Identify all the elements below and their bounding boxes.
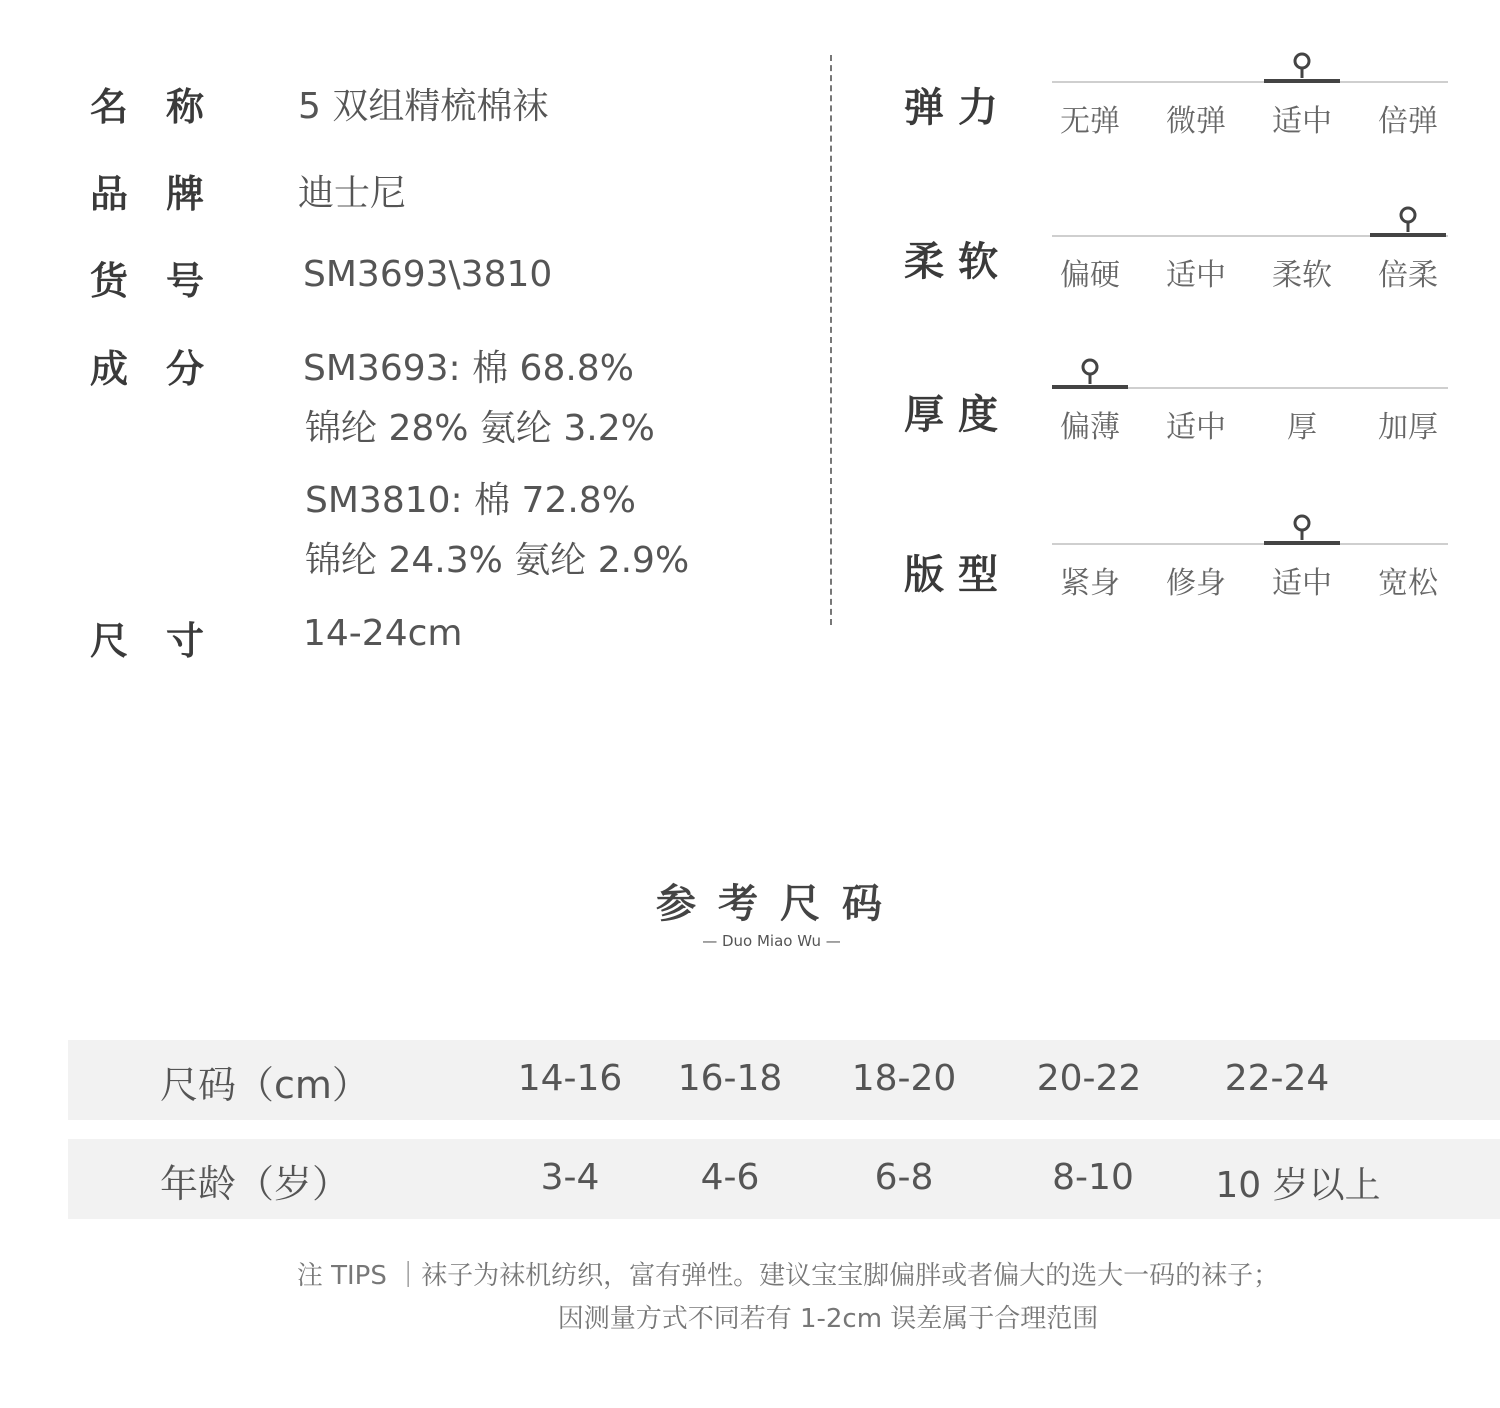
size-value: 14-24cm (303, 613, 463, 654)
scale-option: 加厚 (1378, 410, 1438, 445)
row-header: 年龄（岁） (160, 1162, 351, 1206)
scale-option: 倍弹 (1378, 104, 1438, 139)
size-chart-title: 参考尺码 (656, 881, 904, 927)
scale-option: 适中 (1166, 410, 1226, 445)
scale-line (1052, 543, 1448, 545)
scale-option: 适中 (1166, 258, 1226, 293)
scale-option: 偏薄 (1060, 410, 1120, 445)
table-cell: 18-20 (851, 1058, 957, 1099)
scale-option: 宽松 (1378, 566, 1438, 601)
location-pin-icon (1292, 52, 1312, 80)
scale-line (1052, 81, 1448, 83)
composition-line: 锦纶 24.3% 氨纶 2.9% (305, 540, 690, 581)
brand-value: 迪士尼 (298, 173, 407, 214)
scale-option: 微弹 (1166, 104, 1226, 139)
size-chart-subtitle: — Duo Miao Wu — (702, 932, 841, 950)
composition-line: SM3810: 棉 72.8% (305, 480, 636, 521)
table-cell: 10 岁以上 (1215, 1165, 1381, 1206)
attribute-scale (1052, 56, 1448, 139)
attribute-scale (1052, 210, 1448, 293)
table-cell: 16-18 (677, 1058, 783, 1099)
scale-option: 修身 (1166, 566, 1226, 601)
scale-option: 适中 (1272, 104, 1332, 139)
attribute-label: 柔软 (904, 239, 1012, 285)
table-cell: 20-22 (1036, 1058, 1142, 1099)
scale-option: 适中 (1272, 566, 1332, 601)
tips-line: 注 TIPS ｜袜子为袜机纺织，富有弹性。建议宝宝脚偏胖或者偏大的选大一码的袜子； (296, 1261, 1280, 1291)
composition-line: SM3693: 棉 68.8% (303, 348, 634, 389)
scale-option: 紧身 (1060, 566, 1120, 601)
attribute-scale (1052, 518, 1448, 601)
row-header: 尺码（cm） (160, 1063, 370, 1107)
table-cell: 6-8 (874, 1157, 934, 1198)
attribute-scale (1052, 362, 1448, 445)
name-value: 5 双组精梳棉袜 (298, 86, 549, 127)
size-label: 尺 寸 (90, 619, 205, 663)
table-cell: 22-24 (1224, 1058, 1330, 1099)
age-row (68, 1139, 1500, 1219)
table-cell: 14-16 (517, 1058, 623, 1099)
brand-label: 品 牌 (90, 172, 205, 216)
location-pin-icon (1292, 514, 1312, 542)
vertical-divider (830, 55, 832, 625)
table-cell: 4-6 (700, 1157, 760, 1198)
attribute-label: 厚度 (904, 392, 1012, 438)
name-label: 名 称 (90, 85, 205, 129)
attribute-label: 版型 (904, 552, 1012, 598)
tips-line: 因测量方式不同若有 1-2cm 误差属于合理范围 (557, 1304, 1099, 1334)
composition-label: 成 分 (90, 347, 205, 391)
scale-option: 倍柔 (1378, 258, 1438, 293)
scale-option: 无弹 (1060, 104, 1120, 139)
attribute-label: 弹力 (904, 85, 1012, 131)
location-pin-icon (1080, 358, 1100, 386)
table-cell: 8-10 (1052, 1157, 1134, 1198)
table-cell: 3-4 (540, 1157, 600, 1198)
scale-option: 厚 (1287, 410, 1317, 445)
sku-label: 货 号 (90, 259, 205, 303)
scale-option: 偏硬 (1060, 258, 1120, 293)
scale-option: 柔软 (1272, 258, 1332, 293)
location-pin-icon (1398, 206, 1418, 234)
composition-line: 锦纶 28% 氨纶 3.2% (305, 408, 655, 449)
size-row (68, 1040, 1500, 1120)
sku-value: SM3693\3810 (303, 254, 553, 295)
